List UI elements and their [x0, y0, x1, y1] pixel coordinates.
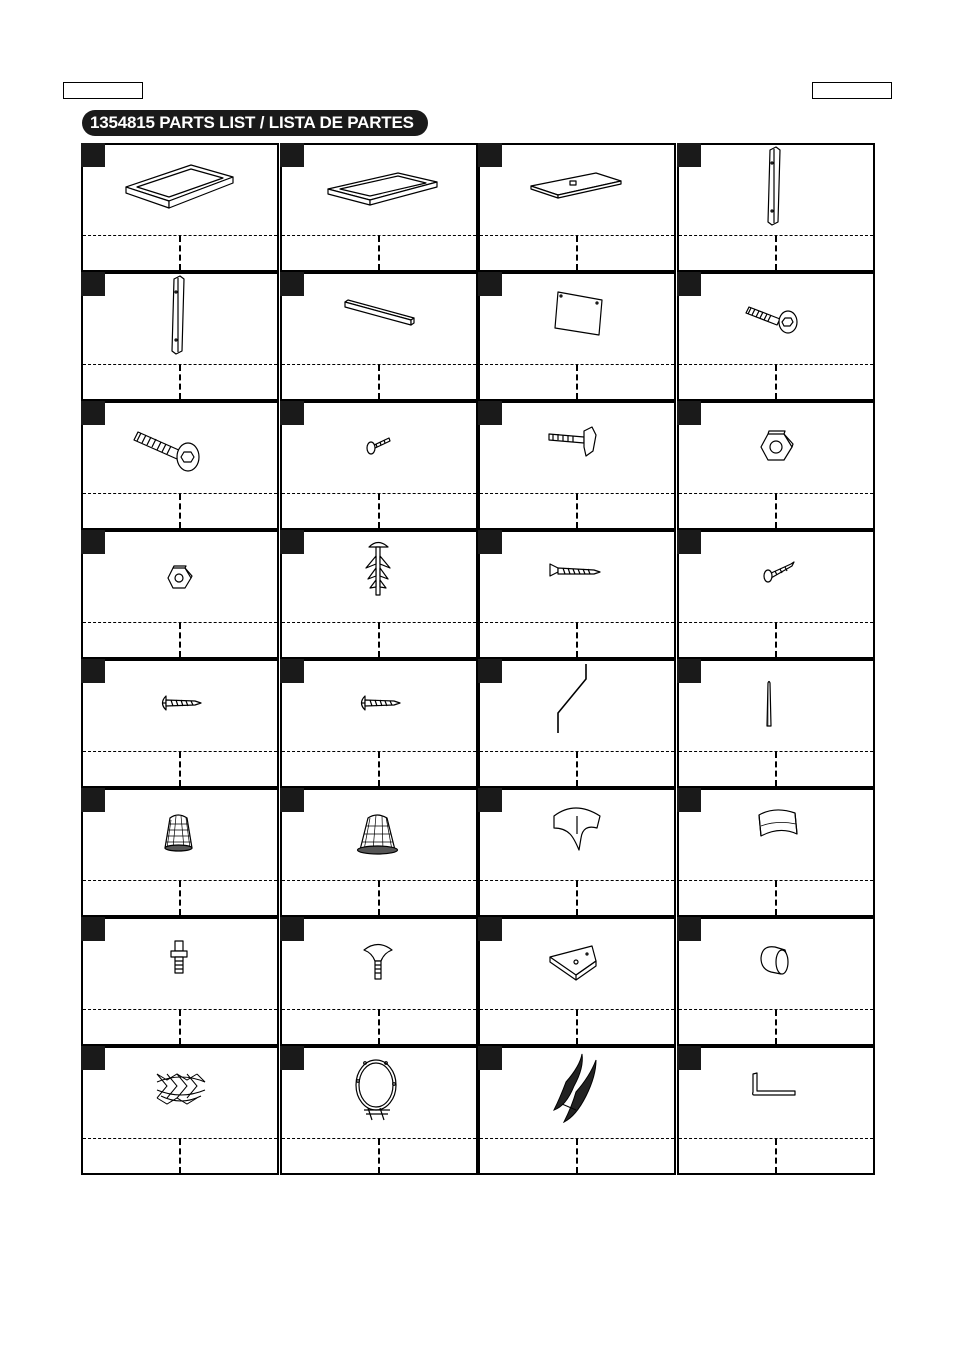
- divider-line: [576, 623, 578, 657]
- divider-line: [179, 236, 181, 270]
- part-cell: [478, 530, 676, 659]
- part-label-badge: [280, 401, 304, 425]
- net-cup-icon: [81, 788, 279, 881]
- part-label-badge: [677, 659, 701, 683]
- divider-line: [378, 1139, 380, 1173]
- part-label-badge: [478, 659, 502, 683]
- net-cup-flared-icon: [280, 788, 478, 881]
- part-cell: [478, 659, 676, 788]
- divider-line: [576, 1139, 578, 1173]
- divider-line: [576, 365, 578, 399]
- part-label-badge: [81, 788, 105, 812]
- divider-line: [576, 752, 578, 786]
- flat-bar-icon: [280, 272, 478, 365]
- pan-head-screw-icon: [280, 659, 478, 752]
- leveler-foot-icon: [280, 917, 478, 1010]
- part-cell: [81, 530, 279, 659]
- part-label-badge: [478, 1046, 502, 1070]
- part-cell: [677, 788, 875, 917]
- clip-pair-icon: [478, 1046, 676, 1139]
- divider-line: [378, 236, 380, 270]
- divider-line: [179, 752, 181, 786]
- part-label-badge: [478, 272, 502, 296]
- part-label-badge: [280, 272, 304, 296]
- part-label-badge: [478, 917, 502, 941]
- divider-line: [775, 236, 777, 270]
- part-label-badge: [677, 272, 701, 296]
- part-label-badge: [677, 530, 701, 554]
- part-label-badge: [280, 788, 304, 812]
- divider-line: [378, 1010, 380, 1044]
- part-label-badge: [280, 917, 304, 941]
- frame-tray-flat-icon: [280, 143, 478, 236]
- part-label-badge: [81, 272, 105, 296]
- carriage-bolt-icon: [478, 401, 676, 494]
- part-label-badge: [677, 401, 701, 425]
- part-label-badge: [81, 917, 105, 941]
- divider-line: [775, 494, 777, 528]
- divider-line: [179, 1139, 181, 1173]
- part-cell: [478, 1046, 676, 1175]
- part-label-badge: [280, 530, 304, 554]
- divider-line: [775, 1010, 777, 1044]
- frame-tray-icon: [81, 143, 279, 236]
- part-cell: [677, 917, 875, 1046]
- divider-line: [775, 623, 777, 657]
- divider-line: [378, 881, 380, 915]
- part-label-badge: [677, 788, 701, 812]
- part-label-badge: [280, 659, 304, 683]
- divider-line: [179, 365, 181, 399]
- corner-cap-icon: [478, 788, 676, 881]
- part-label-badge: [81, 401, 105, 425]
- part-cell: [677, 659, 875, 788]
- part-label-badge: [81, 143, 105, 167]
- part-cell: [81, 1046, 279, 1175]
- part-label-badge: [677, 143, 701, 167]
- flat-panel-icon: [478, 143, 676, 236]
- angle-leg-icon: [677, 143, 875, 236]
- divider-line: [378, 365, 380, 399]
- pan-head-screw-icon: [81, 659, 279, 752]
- part-label-badge: [677, 917, 701, 941]
- divider-line: [179, 623, 181, 657]
- part-cell: [280, 788, 478, 917]
- plate-icon: [478, 272, 676, 365]
- divider-line: [378, 623, 380, 657]
- bolt-icon: [677, 272, 875, 365]
- parts-grid: [81, 143, 875, 1179]
- large-bolt-icon: [81, 401, 279, 494]
- divider-line: [378, 752, 380, 786]
- part-cell: [81, 917, 279, 1046]
- part-cell: [677, 401, 875, 530]
- part-cell: [478, 917, 676, 1046]
- pin-icon: [677, 659, 875, 752]
- part-cell: [478, 143, 676, 272]
- hex-nut-small-icon: [81, 530, 279, 623]
- small-screw-icon: [677, 530, 875, 623]
- part-cell: [81, 143, 279, 272]
- part-cell: [81, 788, 279, 917]
- hex-nut-large-icon: [677, 401, 875, 494]
- angle-leg-icon: [81, 272, 279, 365]
- part-label-badge: [677, 1046, 701, 1070]
- part-label-badge: [478, 401, 502, 425]
- divider-line: [179, 494, 181, 528]
- part-label-badge: [478, 788, 502, 812]
- part-cell: [280, 530, 478, 659]
- part-cell: [81, 401, 279, 530]
- part-cell: [478, 788, 676, 917]
- part-cell: [280, 917, 478, 1046]
- divider-line: [179, 1010, 181, 1044]
- part-cell: [81, 272, 279, 401]
- part-cell: [677, 143, 875, 272]
- bent-rod-icon: [478, 659, 676, 752]
- part-label-badge: [81, 530, 105, 554]
- part-cell: [677, 272, 875, 401]
- divider-line: [775, 752, 777, 786]
- stud-icon: [81, 917, 279, 1010]
- small-bolt-icon: [280, 401, 478, 494]
- part-label-badge: [280, 1046, 304, 1070]
- part-label-badge: [280, 143, 304, 167]
- part-cell: [280, 143, 478, 272]
- part-cell: [280, 659, 478, 788]
- part-cell: [81, 659, 279, 788]
- divider-line: [576, 236, 578, 270]
- part-label-badge: [81, 659, 105, 683]
- part-cell: [280, 1046, 478, 1175]
- curved-cap-icon: [677, 788, 875, 881]
- divider-line: [775, 1139, 777, 1173]
- divider-line: [576, 494, 578, 528]
- divider-line: [378, 494, 380, 528]
- part-cell: [478, 401, 676, 530]
- header-box-right: [812, 82, 892, 99]
- divider-line: [576, 1010, 578, 1044]
- part-cell: [280, 401, 478, 530]
- rubber-cap-icon: [677, 917, 875, 1010]
- part-cell: [280, 272, 478, 401]
- part-cell: [478, 272, 676, 401]
- part-label-badge: [81, 1046, 105, 1070]
- header-box-left: [63, 82, 143, 99]
- push-rivet-icon: [280, 530, 478, 623]
- divider-line: [576, 881, 578, 915]
- part-cell: [677, 1046, 875, 1175]
- net-icon: [81, 1046, 279, 1139]
- flat-head-screw-icon: [478, 530, 676, 623]
- part-label-badge: [478, 143, 502, 167]
- corner-bracket-icon: [478, 917, 676, 1010]
- divider-line: [775, 881, 777, 915]
- divider-line: [179, 881, 181, 915]
- page-title: 1354815 PARTS LIST / LISTA DE PARTES: [82, 110, 428, 136]
- divider-line: [775, 365, 777, 399]
- hex-key-icon: [677, 1046, 875, 1139]
- part-label-badge: [478, 530, 502, 554]
- part-cell: [677, 530, 875, 659]
- ring-icon: [280, 1046, 478, 1139]
